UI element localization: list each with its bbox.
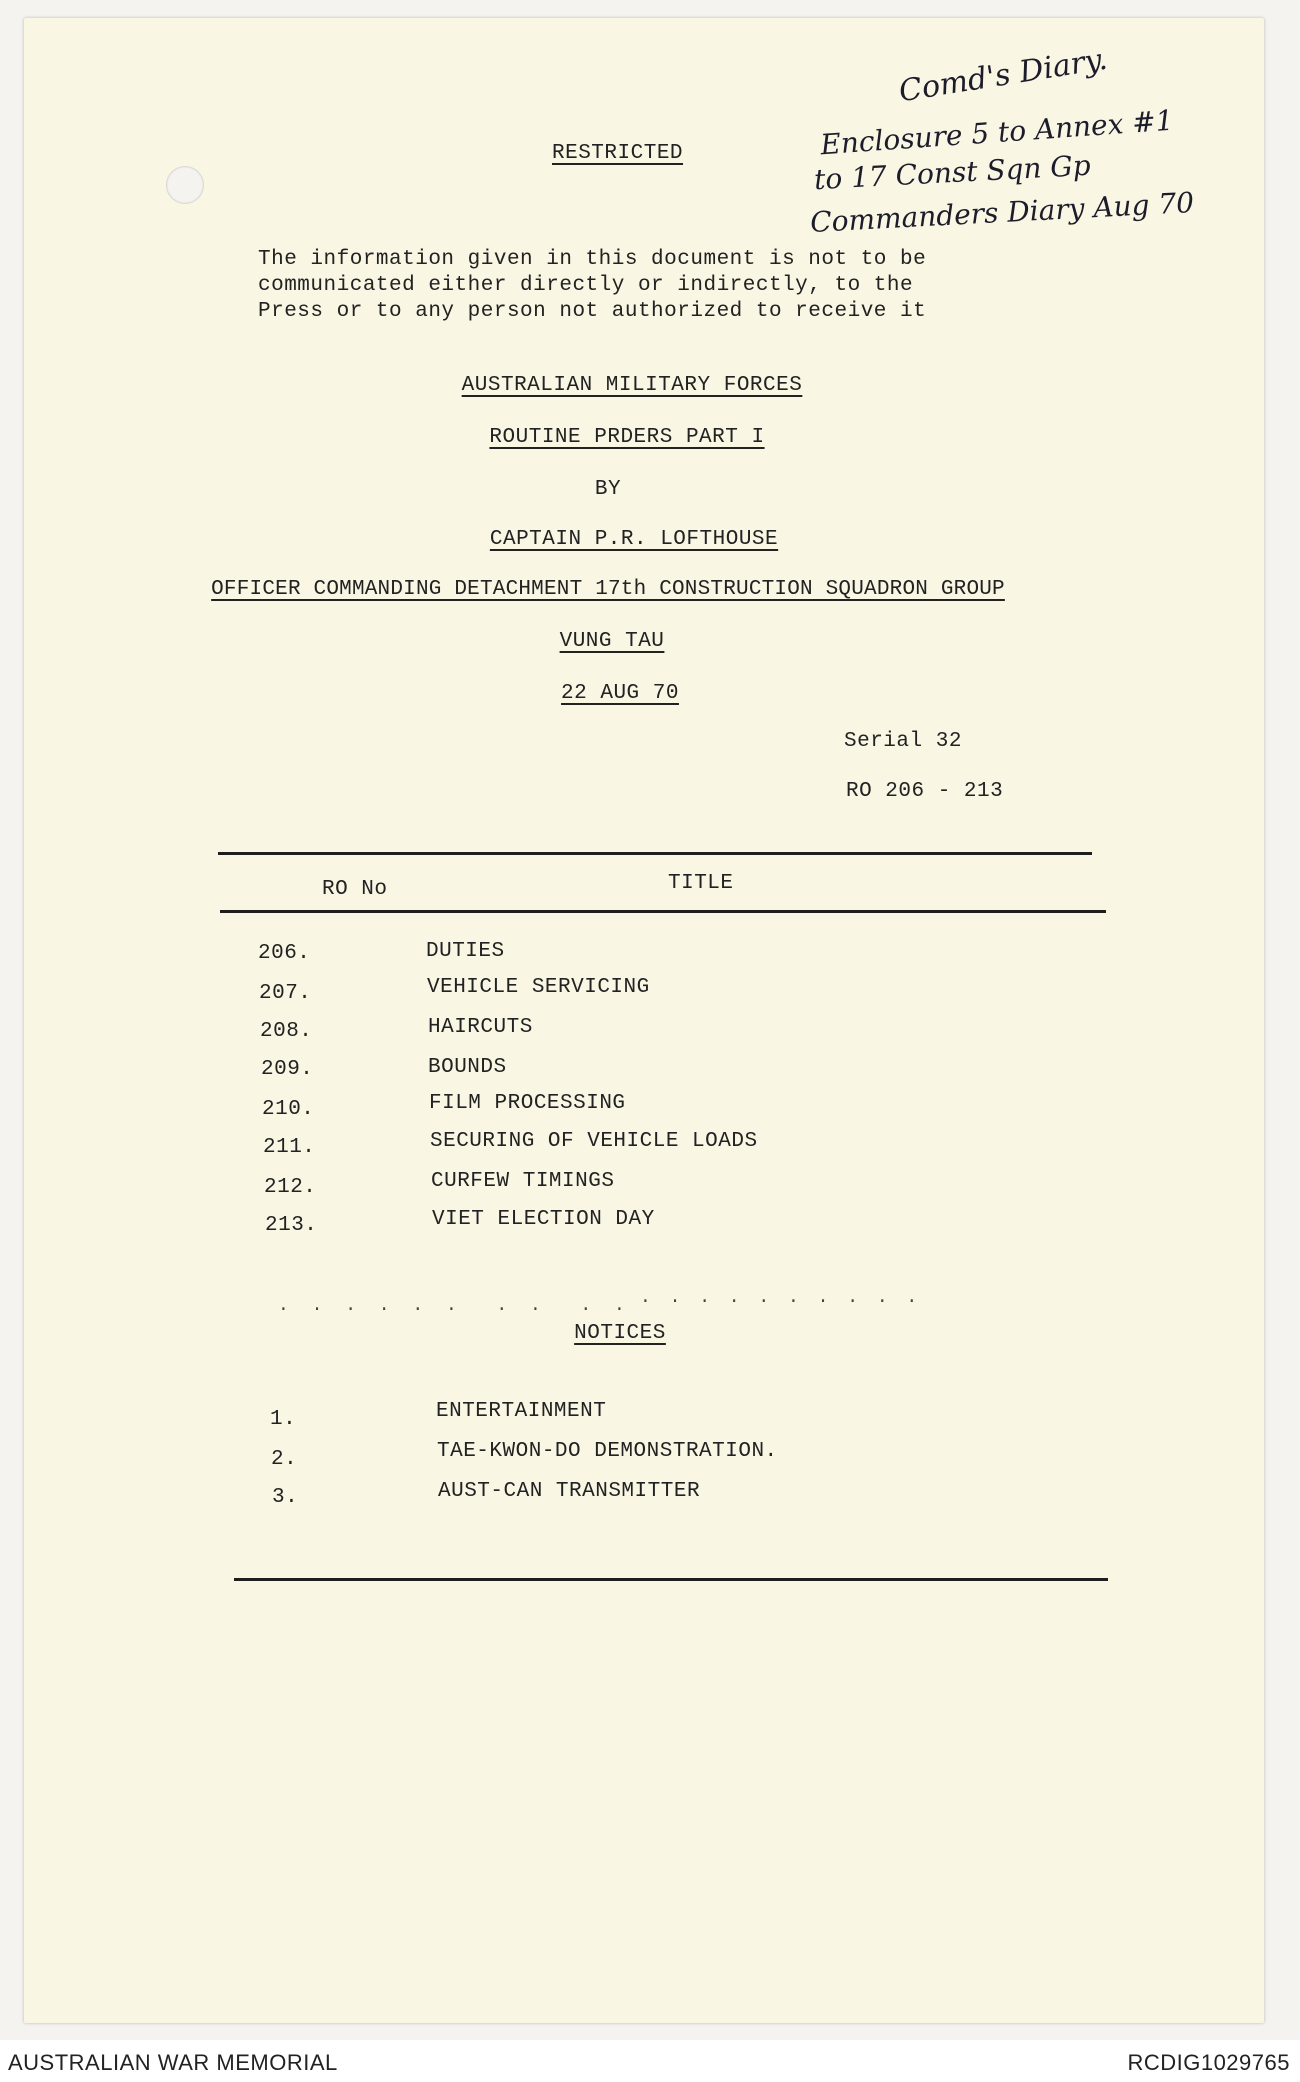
force-title: AUSTRALIAN MILITARY FORCES [461, 374, 803, 397]
ro-title: SECURING OF VEHICLE LOADS [430, 1130, 758, 1153]
ro-number: 211. [263, 1136, 316, 1159]
table-top-rule [218, 852, 1092, 855]
ro-title: BOUNDS [428, 1056, 507, 1079]
caveat-line-3: Press or to any person not authorized to receive it [258, 300, 927, 323]
serial-number: Serial 32 [844, 730, 962, 753]
ro-title: VEHICLE SERVICING [427, 976, 650, 999]
ro-number: 209. [261, 1058, 314, 1081]
punch-hole [166, 166, 204, 204]
notice-title: TAE-KWON-DO DEMONSTRATION. [437, 1440, 778, 1463]
caveat-line-2: communicated either directly or indirectly, to the [258, 274, 914, 297]
closing-rule [234, 1578, 1108, 1581]
archive-name: AUSTRALIAN WAR MEMORIAL [8, 2050, 338, 2075]
dotted-separator: . . . . . . . . . . [640, 1288, 922, 1308]
handwritten-note-line3: to 17 Const Sqn Gp [813, 148, 1092, 197]
issuer-appointment: OFFICER COMMANDING DETACHMENT 17th CONSTRUCTION SQUADRON GROUP [211, 578, 1005, 601]
ro-title: FILM PROCESSING [429, 1092, 626, 1115]
handwritten-note-line4: Commanders Diary Aug 70 [809, 185, 1195, 240]
ro-title: CURFEW TIMINGS [431, 1170, 615, 1193]
ro-title: DUTIES [426, 940, 505, 963]
dotted-separator: . . . . . . . . . . [278, 1296, 631, 1316]
handwritten-note-line2: Enclosure 5 to Annex #1 [819, 103, 1175, 162]
order-date: 22 AUG 70 [561, 682, 679, 705]
location: VUNG TAU [559, 630, 665, 653]
archive-reference: RCDIG1029765 [1127, 2050, 1290, 2075]
ro-number: 206. [258, 942, 311, 965]
caveat-line-1: The information given in this document is not to be [258, 248, 927, 271]
notice-number: 1. [270, 1408, 297, 1431]
ro-number: 212. [264, 1176, 317, 1199]
ro-title: VIET ELECTION DAY [432, 1208, 655, 1231]
notice-title: AUST-CAN TRANSMITTER [438, 1480, 701, 1503]
column-header-ro-no: RO No [322, 878, 388, 901]
notice-number: 3. [272, 1486, 299, 1509]
notices-heading: NOTICES [574, 1322, 666, 1345]
table-header-rule [220, 910, 1106, 913]
ro-number: 207. [259, 982, 312, 1005]
issuer-name: CAPTAIN P.R. LOFTHOUSE [489, 528, 779, 551]
classification-marking: RESTRICTED [552, 142, 684, 165]
ro-number: 213. [265, 1214, 318, 1237]
document-title: ROUTINE PRDERS PART I [489, 426, 765, 449]
handwritten-note-line1: Comd's Diary. [896, 41, 1110, 110]
ro-range: RO 206 - 213 [846, 780, 1004, 803]
column-header-title: TITLE [668, 872, 734, 895]
by-label: BY [594, 478, 622, 501]
notice-title: ENTERTAINMENT [436, 1400, 607, 1423]
ro-number: 208. [260, 1020, 313, 1043]
ro-title: HAIRCUTS [428, 1016, 533, 1039]
notice-number: 2. [271, 1448, 298, 1471]
ro-number: 210. [262, 1098, 315, 1121]
